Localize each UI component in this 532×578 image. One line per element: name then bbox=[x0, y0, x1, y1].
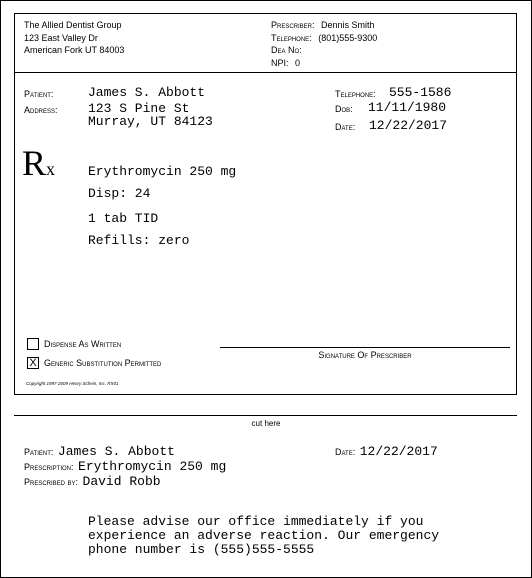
rx-refills: Refills: zero bbox=[88, 233, 190, 248]
dob-value: 11/11/1980 bbox=[368, 100, 447, 115]
dea-row bbox=[271, 45, 306, 56]
dispense-as-written-checkbox[interactable] bbox=[27, 338, 39, 350]
rx-drug: Erythromycin 250 mg bbox=[88, 164, 237, 179]
form-right-border bbox=[516, 13, 517, 395]
dob-label: Dob: bbox=[335, 104, 353, 114]
stub-prescribed-by-label: Prescribed by: bbox=[24, 477, 79, 487]
rx-symbol-r: R bbox=[22, 143, 47, 183]
patient-name: James S. Abbott bbox=[88, 85, 206, 100]
patient-label: Patient: bbox=[24, 89, 54, 99]
signature-line bbox=[220, 347, 510, 348]
date-value: 12/22/2017 bbox=[369, 118, 448, 133]
npi-row bbox=[271, 58, 300, 69]
address-label: Address: bbox=[24, 105, 58, 115]
form-bottom-border bbox=[14, 394, 517, 395]
stub-prescription-row bbox=[24, 460, 226, 474]
copyright-notice: Copyright 1997-2009 Henry Schein, Inc. RX01 bbox=[26, 381, 119, 386]
form-left-border bbox=[14, 13, 15, 395]
patient-telephone: 555-1586 bbox=[389, 85, 452, 100]
prescriber-label: Prescriber: bbox=[271, 20, 315, 30]
patient-telephone-label: Telephone: bbox=[335, 89, 376, 99]
form-top-border bbox=[14, 13, 517, 14]
stub-date-row bbox=[335, 445, 438, 459]
prescriber-telephone: (801)555-9300 bbox=[318, 33, 378, 43]
stub-patient-label: Patient: bbox=[24, 447, 54, 457]
stub-prescribed-by-row bbox=[24, 475, 161, 489]
prescriber-telephone-label: Telephone: bbox=[271, 33, 312, 43]
dea-label: Dea No: bbox=[271, 45, 302, 55]
cut-line bbox=[14, 415, 517, 416]
address-line1: 123 S Pine St bbox=[88, 101, 190, 116]
rx-dispense: Disp: 24 bbox=[88, 186, 151, 201]
rx-sig: 1 tab TID bbox=[88, 211, 159, 226]
stub-prescription-value: Erythromycin 250 mg bbox=[78, 459, 227, 474]
stub-patient-value: James S. Abbott bbox=[57, 444, 175, 459]
rx-symbol bbox=[22, 145, 55, 189]
address-line2: Murray, UT 84123 bbox=[88, 114, 213, 129]
prescriber-telephone-row bbox=[271, 33, 377, 44]
cut-label: cut here bbox=[251, 419, 281, 428]
stub-prescribed-by-value: David Robb bbox=[82, 474, 161, 489]
stub-notice-line3: phone number is (555)555-5555 bbox=[88, 542, 315, 557]
stub-notice-line1: Please advise our office immediately if you bbox=[88, 514, 424, 529]
date-label: Date: bbox=[335, 122, 356, 132]
signature-label: Signature Of Prescriber bbox=[318, 350, 412, 360]
header-divider bbox=[14, 72, 517, 73]
npi-label: NPI: bbox=[271, 58, 289, 68]
prescriber-row bbox=[271, 20, 375, 31]
generic-substitution-label: Generic Substitution Permitted bbox=[44, 358, 162, 368]
stub-patient-row bbox=[24, 445, 175, 459]
office-name: The Allied Dentist Group bbox=[24, 20, 122, 30]
office-city: American Fork UT 84003 bbox=[24, 45, 125, 55]
stub-prescription-label: Prescription: bbox=[24, 462, 74, 472]
stub-date-value: 12/22/2017 bbox=[359, 444, 438, 459]
rx-symbol-x: x bbox=[46, 159, 56, 179]
generic-substitution-checkbox[interactable]: X bbox=[27, 357, 39, 369]
office-street: 123 East Valley Dr bbox=[24, 33, 98, 43]
prescriber-name: Dennis Smith bbox=[321, 20, 375, 30]
stub-date-label: Date: bbox=[335, 447, 356, 457]
npi-number: 0 bbox=[295, 58, 301, 68]
stub-notice-line2: experience an adverse reaction. Our emergency bbox=[88, 528, 440, 543]
dispense-as-written-label: Dispense As Written bbox=[44, 339, 122, 349]
